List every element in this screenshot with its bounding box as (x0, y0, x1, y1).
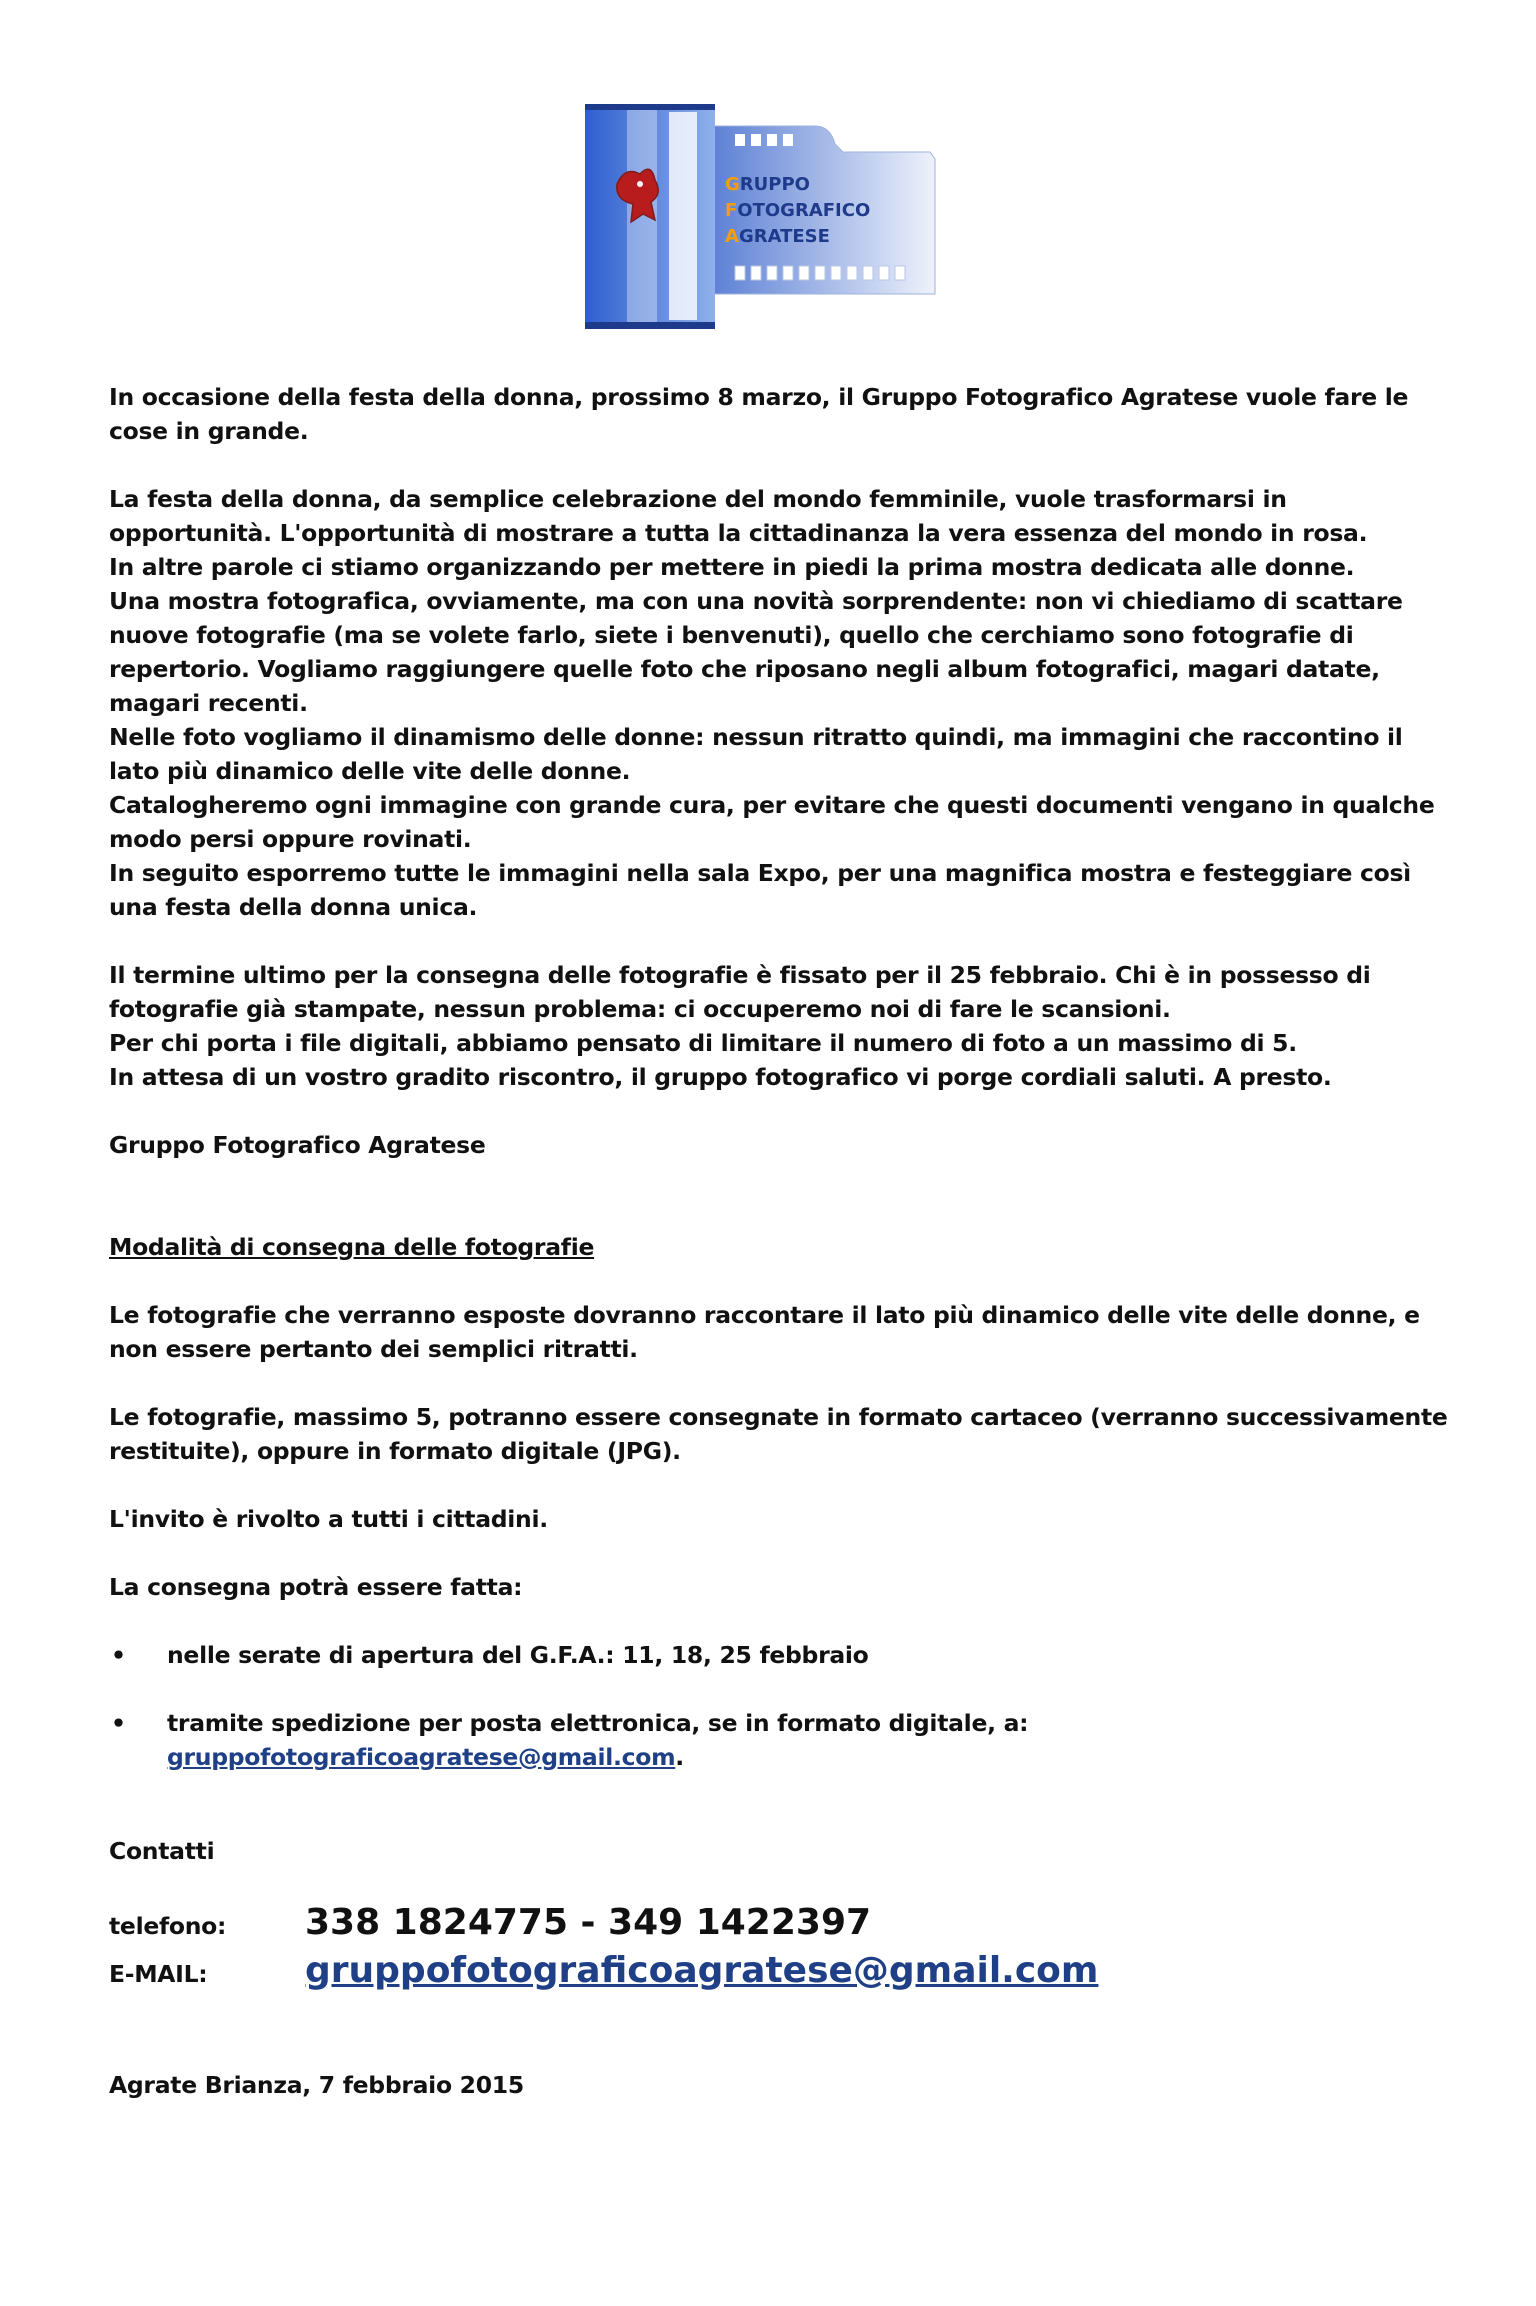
intro-paragraph-1: In occasione della festa della donna, prossimo 8 marzo, il Gruppo Fotografico Agratese vuole fare le cose in grande. (109, 383, 1409, 445)
bullet-icon: • (111, 1641, 126, 1669)
delivery-heading: Modalità di consegna delle fotografie (109, 1233, 595, 1261)
intro-paragraph-8: Il termine ultimo per la consegna delle fotografie è fissato per il 25 febbraio. Chi è in possesso di fotografie già stampate, nessun problema: ci occuperemo noi di fare le scansioni. (109, 961, 1371, 1023)
list-item (109, 1638, 1449, 1672)
signature: Gruppo Fotografico Agratese (109, 1131, 486, 1159)
gfa-logo (585, 104, 945, 329)
delivery-paragraph-3: L'invito è rivolto a tutti i cittadini. (109, 1505, 548, 1533)
logo-initial-g: G (725, 174, 740, 195)
phone-value: 338 1824775 - 349 1422397 (305, 1902, 872, 1943)
letter-body (109, 380, 1449, 2102)
list-item (109, 1706, 1449, 1774)
bullet-icon: • (111, 1709, 126, 1737)
logo-line1-rest: RUPPO (739, 174, 810, 195)
intro-paragraph-9: Per chi porta i file digitali, abbiamo pensato di limitare il numero di foto a un massimo di 5. (109, 1029, 1297, 1057)
intro-paragraph-5: Nelle foto vogliamo il dinamismo delle donne: nessun ritratto quindi, ma immagini che raccontino il lato più dinamico delle vite delle donne. (109, 723, 1403, 785)
contacts-heading: Contatti (109, 1837, 215, 1865)
intro-paragraph-2: La festa della donna, da semplice celebrazione del mondo femminile, vuole trasformarsi in opportunità. L'opportunità di mostrare a tutta la cittadinanza la vera essenza del mondo in rosa. (109, 485, 1368, 547)
delivery-list (109, 1638, 1449, 1774)
intro-paragraph-3: In altre parole ci stiamo organizzando per mettere in piedi la prima mostra dedicata alle donne. (109, 553, 1355, 581)
intro-paragraph-7: In seguito esporremo tutte le immagini nella sala Expo, per una magnifica mostra e festeggiare così una festa della donna unica. (109, 859, 1411, 921)
intro-paragraph-4: Una mostra fotografica, ovviamente, ma con una novità sorprendente: non vi chiediamo di scattare nuove fotografie (ma se volete farlo, siete i benvenuti), quello che cerchiamo sono fotografie di repertorio. Vogliamo raggiungere quelle foto che riposano negli album fotografici, magari datate, magari recenti. (109, 587, 1403, 717)
svg-text:FOTOGRAFICO: FOTOGRAFICO (725, 200, 871, 221)
delivery-email-link[interactable]: gruppofotograficoagratese@gmail.com (167, 1743, 676, 1771)
intro-paragraph-10: In attesa di un vostro gradito riscontro, il gruppo fotografico vi porge cordiali saluti. A presto. (109, 1063, 1332, 1091)
phone-row (109, 1902, 1449, 1954)
delivery-paragraph-4: La consegna potrà essere fatta: (109, 1573, 523, 1601)
intro-paragraph-6: Catalogheremo ogni immagine con grande cura, per evitare che questi documenti vengano in qualche modo persi oppure rovinati. (109, 791, 1435, 853)
contact-email-link[interactable]: gruppofotograficoagratese@gmail.com (305, 1950, 1099, 1991)
list-item-text: nelle serate di apertura del G.F.A.: 11, 18, 25 febbraio (167, 1641, 869, 1669)
email-label: E-MAIL: (109, 1960, 208, 1988)
contacts-block (109, 1902, 1449, 2002)
email-row (109, 1950, 1449, 2002)
delivery-paragraph-2: Le fotografie, massimo 5, potranno essere consegnate in formato cartaceo (verranno successivamente restituite), oppure in formato digitale (JPG). (109, 1403, 1448, 1465)
list-item-text: tramite spedizione per posta elettronica, se in formato digitale, a: (167, 1709, 1029, 1737)
svg-text:AGRATESE: AGRATESE (725, 226, 830, 247)
delivery-paragraph-1: Le fotografie che verranno esposte dovranno raccontare il lato più dinamico delle vite delle donne, e non essere pertanto dei semplici ritratti. (109, 1301, 1420, 1363)
place-date: Agrate Brianza, 7 febbraio 2015 (109, 2071, 524, 2099)
list-item-end: . (675, 1743, 684, 1771)
phone-label: telefono: (109, 1912, 227, 1940)
svg-text:GRUPPO (725, 174, 810, 195)
